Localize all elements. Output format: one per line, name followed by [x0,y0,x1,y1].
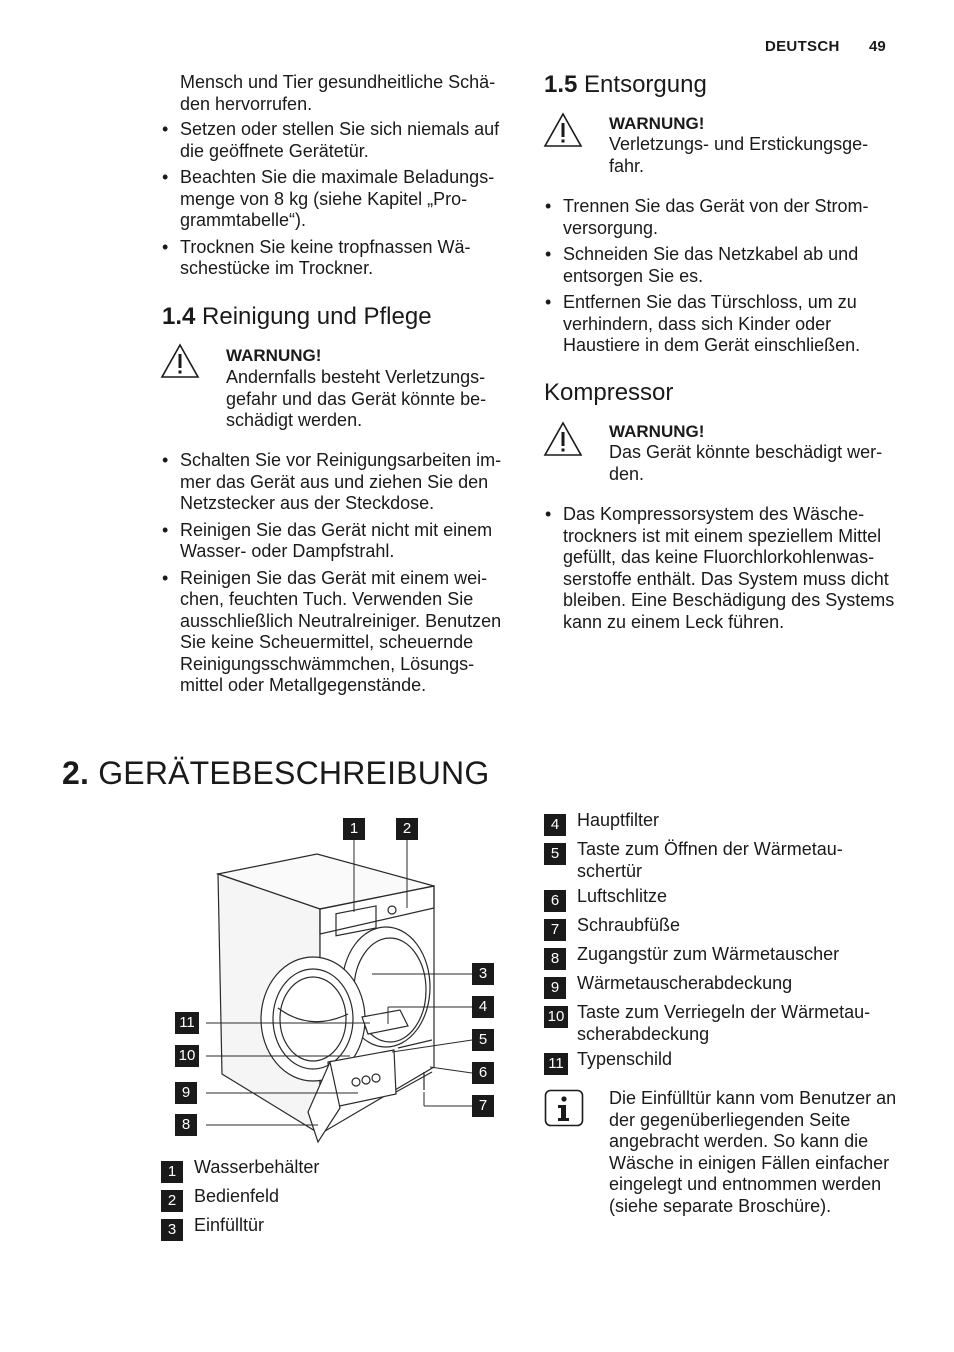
legend-label: Bedienfeld [194,1186,280,1206]
list-item: • Entfernen Sie das Türschloss, um zu verhindern, dass sich Kinder oder Haustiere in dem Gerät einschließen. [545,292,900,357]
list-item: • Beachten Sie die maximale Beladungs-menge von 8 kg (siehe Kapitel „Pro-grammtabelle“). [162,167,517,232]
warning-icon [543,421,583,457]
list-item: • Trennen Sie das Gerät von der Strom-versorgung. [545,196,900,239]
callout-11: 11 [175,1012,199,1034]
callout-3: 3 [472,963,494,985]
legend-item [544,1002,870,1045]
legend-number: 11 [544,1053,568,1075]
list-item: • Reinigen Sie das Gerät mit einem wei-chen, feuchten Tuch. Verwenden Sie ausschließlich Neutralreiniger. Benutzen Sie keine Scheuermittel, scheuernde Reinigungsschwämmchen, Lösungs-mittel oder Metallgegenstände. [162,568,517,697]
legend-number: 1 [161,1161,183,1183]
callout-4: 4 [472,996,494,1018]
section-number: 1.5 [544,71,578,98]
section-heading-1-5 [544,71,707,99]
legend-number: 8 [544,948,566,970]
legend-number: 5 [544,843,566,865]
section-number: 1.4 [162,303,196,330]
legend-label: Wasserbehälter [194,1157,320,1177]
list-item: • Schalten Sie vor Reinigungsarbeiten im-mer das Gerät aus und ziehen Sie den Netzstecker aus der Steckdose. [162,450,517,515]
legend-number: 7 [544,919,566,941]
continued-text: Mensch und Tier gesundheitliche Schä- den hervorrufen. [180,72,496,114]
legend-item [161,1215,264,1241]
warning-icon [543,112,583,148]
callout-2: 2 [396,818,418,840]
dryer-diagram [170,812,510,1152]
legend-number: 2 [161,1190,183,1212]
bullet-list-cleaning [162,450,517,702]
warning-text: Das Gerät könnte beschädigt wer-den. [609,442,883,484]
callout-9: 9 [175,1082,197,1104]
legend-item [544,915,680,941]
legend-number: 10 [544,1006,568,1028]
bullet-list-top [162,119,517,285]
callout-1: 1 [343,818,365,840]
callout-7: 7 [472,1095,494,1117]
chapter-heading [62,754,489,792]
legend-number: 3 [161,1219,183,1241]
callout-5: 5 [472,1029,494,1051]
legend-item [544,944,839,970]
legend-number: 4 [544,814,566,836]
list-item: • Trocknen Sie keine tropfnassen Wä-schestücke im Trockner. [162,237,517,280]
callout-6: 6 [472,1062,494,1084]
section-title: Entsorgung [584,71,707,98]
warning-heading: WARNUNG! [609,422,705,441]
kompressor-heading: Kompressor [544,379,674,406]
legend-label: Typenschild [577,1049,673,1069]
legend-item [544,839,843,882]
legend-label: Einfülltür [194,1215,265,1235]
legend-label: Luftschlitze [577,886,668,906]
warning-heading: WARNUNG! [226,346,322,365]
section-title: Reinigung und Pflege [202,303,432,330]
legend-label: Hauptfilter [577,810,660,830]
warning-text: Andernfalls besteht Verletzungs-gefahr und das Gerät könnte be-schädigt werden. [226,367,487,430]
dryer-illustration [218,854,434,1142]
list-item: • Reinigen Sie das Gerät nicht mit einem Wasser- oder Dampfstrahl. [162,520,517,563]
legend-item [544,973,792,999]
list-item: • Setzen oder stellen Sie sich niemals auf die geöffnete Gerätetür. [162,119,517,162]
legend-item [544,810,659,836]
legend-number: 9 [544,977,566,999]
bullet-list-disposal [545,196,900,362]
warning-heading: WARNUNG! [609,114,705,133]
list-item: • Schneiden Sie das Netzkabel ab und entsorgen Sie es. [545,244,900,287]
callout-10: 10 [175,1045,199,1067]
list-item: • Das Kompressorsystem des Wäsche-trockners ist mit einem speziellem Mittel gefüllt, das keine Fluorchlorkohlenwas-serstoffe enthält. Das System muss dicht bleiben. Eine Beschädigung des Systems kann zu einem Leck führen. [545,504,900,633]
section-heading-1-4 [162,303,432,331]
legend-item [544,1049,672,1075]
page-number: 49 [869,38,886,55]
legend-item [161,1186,279,1212]
bullet-list-compressor [545,504,900,638]
warning-icon [160,343,200,379]
info-note: Die Einfülltür kann vom Benutzer an der gegenüberliegenden Seite angebracht werden. So kann die Wäsche in einigen Fällen einfacher eingelegt und entnommen werden (siehe separate Broschüre). [609,1088,897,1216]
chapter-number: 2. [62,755,90,791]
info-icon [544,1089,584,1127]
warning-text: Verletzungs- und Erstickungsge-fahr. [609,134,869,176]
callout-8: 8 [175,1114,197,1136]
legend-number: 6 [544,890,566,912]
legend-label: Taste zum Verriegeln der Wärmetau- scherabdeckung [577,1002,871,1044]
legend-label: Schraubfüße [577,915,681,935]
legend-label: Taste zum Öffnen der Wärmetau- schertür [577,839,843,881]
legend-label: Wärmetauscherabdeckung [577,973,793,993]
chapter-title: GERÄTEBESCHREIBUNG [98,755,490,791]
legend-item [544,886,667,912]
header-language: DEUTSCH [765,38,840,55]
legend-label: Zugangstür zum Wärmetauscher [577,944,840,964]
legend-item [161,1157,319,1183]
